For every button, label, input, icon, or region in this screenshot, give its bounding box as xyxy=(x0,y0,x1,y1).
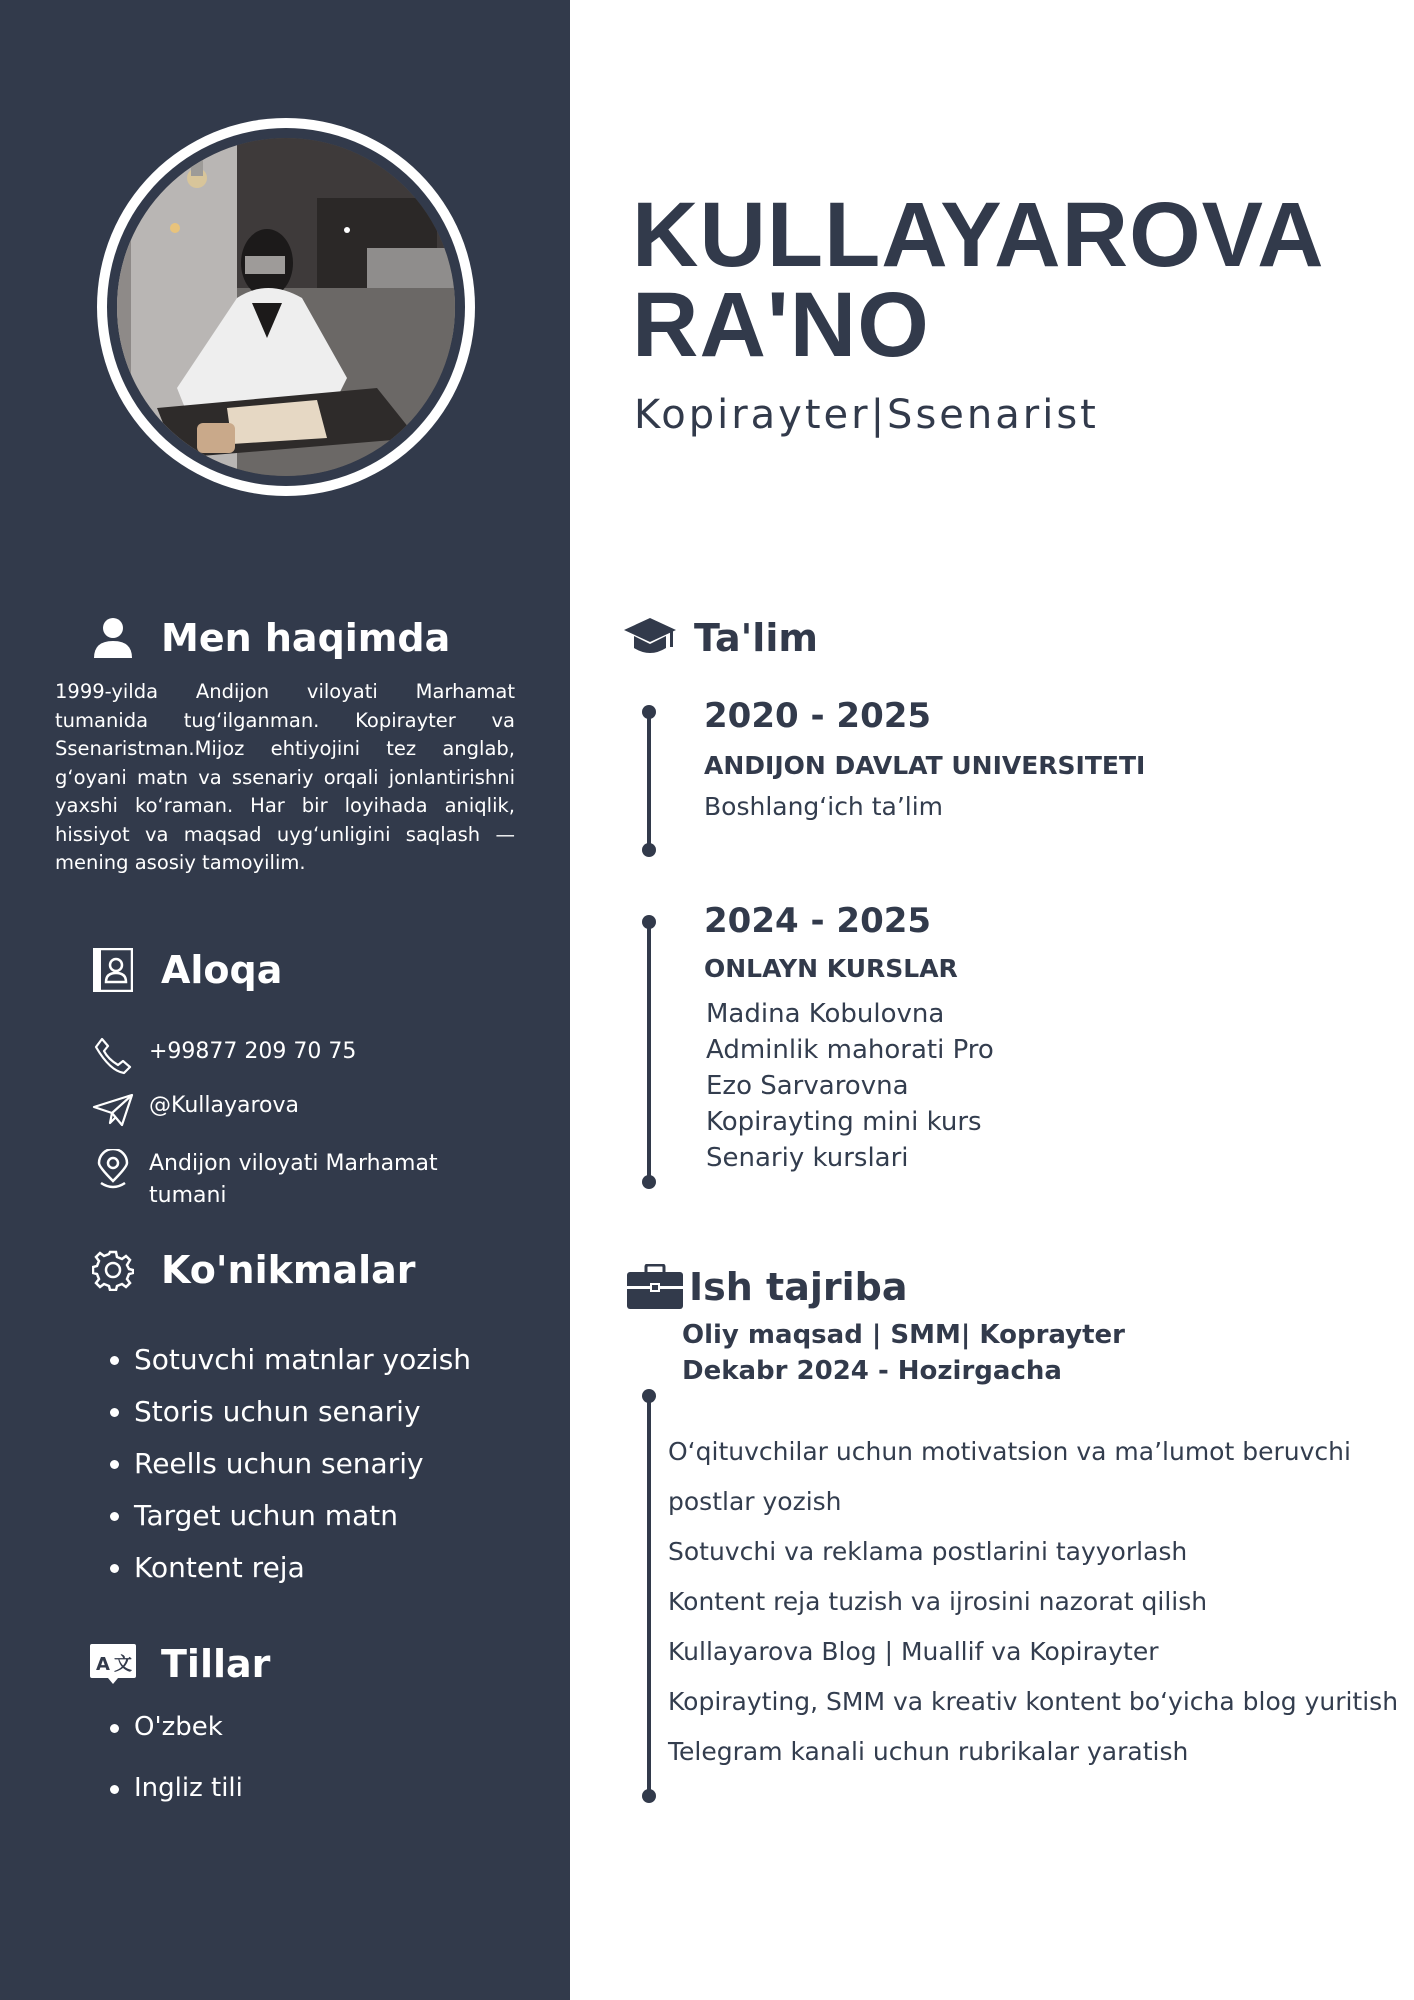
languages-heading xyxy=(85,1636,270,1692)
name-line-1: KULLAYAROVA xyxy=(632,184,1325,286)
education-years: 2020 - 2025 xyxy=(704,696,932,736)
languages-title: Tillar xyxy=(161,1642,271,1686)
contact-title: Aloqa xyxy=(161,948,283,992)
course-item: Ezo Sarvarovna xyxy=(706,1071,909,1101)
skill-item: Kontent reja xyxy=(110,1542,471,1594)
education-institution: ANDIJON DAVLAT UNIVERSITETI xyxy=(704,751,1146,780)
contact-book-icon xyxy=(85,942,141,998)
duty-item: O‘qituvchilar uchun motivatsion va ma’lumot beruvchi postlar yozish xyxy=(668,1437,1351,1516)
duty-item: Kullayarova Blog | Muallif va Kopirayter xyxy=(668,1637,1159,1666)
duty-item: Sotuvchi va reklama postlarini tayyorlash xyxy=(668,1537,1188,1566)
contact-phone-row[interactable] xyxy=(85,1036,479,1076)
contact-telegram[interactable]: @Kullayarova xyxy=(149,1093,300,1118)
language-item: O'zbek xyxy=(110,1697,243,1758)
skills-heading xyxy=(85,1242,416,1298)
name-line-2: RA'NO xyxy=(632,274,930,376)
experience-position: Oliy maqsad | SMM| Koprayter xyxy=(682,1320,1125,1350)
user-icon xyxy=(85,610,141,666)
course-item: Adminlik mahorati Pro xyxy=(706,1035,994,1065)
phone-icon xyxy=(85,1036,141,1076)
timeline-dot xyxy=(642,1389,656,1403)
full-name xyxy=(632,184,1372,376)
course-item: Madina Kobulovna xyxy=(706,999,945,1029)
education-timeline-1 xyxy=(647,712,651,850)
experience-heading xyxy=(625,1262,907,1312)
duty-item: Kopirayting, SMM va kreativ kontent bo‘yicha blog yuritish xyxy=(668,1687,1399,1716)
timeline-dot xyxy=(642,915,656,929)
timeline-dot xyxy=(642,1175,656,1189)
svg-text:A: A xyxy=(96,1654,110,1675)
briefcase-icon xyxy=(625,1262,685,1312)
education-timeline-2 xyxy=(647,922,651,1182)
contact-phone[interactable]: +99877 209 70 75 xyxy=(149,1039,357,1064)
skill-item: Sotuvchi matnlar yozish xyxy=(110,1334,471,1386)
graduation-cap-icon xyxy=(622,610,678,666)
skill-item: Reells uchun senariy xyxy=(110,1438,471,1490)
sidebar xyxy=(0,0,570,2000)
translate-icon xyxy=(85,1636,141,1692)
education-years: 2024 - 2025 xyxy=(704,901,932,941)
contact-address-row xyxy=(85,1148,479,1212)
about-title: Men haqimda xyxy=(161,616,451,660)
svg-text:文: 文 xyxy=(114,1654,132,1675)
education-title: Ta'lim xyxy=(694,616,818,660)
skills-title: Ko'nikmalar xyxy=(161,1248,416,1292)
contact-heading xyxy=(85,942,282,998)
course-list xyxy=(706,996,994,1176)
education-heading xyxy=(622,610,818,666)
timeline-dot xyxy=(642,843,656,857)
education-detail: Boshlang‘ich ta’lim xyxy=(704,792,944,821)
about-heading xyxy=(85,610,450,666)
job-title: Kopirayter|Ssenarist xyxy=(634,392,1099,438)
skill-item: Storis uchun senariy xyxy=(110,1386,471,1438)
language-item: Ingliz tili xyxy=(110,1758,243,1819)
education-institution: ONLAYN KURSLAR xyxy=(704,954,958,983)
course-item: Kopirayting mini kurs xyxy=(706,1107,982,1137)
duty-item: Kontent reja tuzish va ijrosini nazorat qilish xyxy=(668,1587,1208,1616)
about-text: 1999-yilda Andijon viloyati Marhamat tumanida tug‘ilganman. Kopirayter va Ssenaristman.Mijoz ehtiyojini tez anglab, g‘oyani matn va ssenariy orqali jonlantirishni yaxshi ko‘raman. Har bir loyihada aniqlik, hissiyot va maqsad uyg‘unligini saqlash — mening asosiy tamoyilim. xyxy=(55,680,515,874)
profile-photo-frame xyxy=(97,118,475,496)
timeline-dot xyxy=(642,705,656,719)
experience-title: Ish tajriba xyxy=(689,1265,908,1309)
skill-item: Target uchun matn xyxy=(110,1490,471,1542)
skills-list xyxy=(110,1334,471,1594)
profile-photo xyxy=(107,128,465,486)
experience-timeline xyxy=(647,1396,651,1796)
timeline-dot xyxy=(642,1789,656,1803)
experience-duties xyxy=(668,1427,1408,1777)
contact-telegram-row[interactable] xyxy=(85,1090,479,1130)
contact-address: Andijon viloyati Marhamat tumani xyxy=(149,1151,438,1208)
location-pin-icon xyxy=(85,1148,141,1192)
course-item: Senariy kurslari xyxy=(706,1143,909,1173)
duty-item: Telegram kanali uchun rubrikalar yaratish xyxy=(668,1737,1189,1766)
languages-list xyxy=(110,1697,243,1819)
experience-period: Dekabr 2024 - Hozirgacha xyxy=(682,1356,1062,1386)
gear-icon xyxy=(85,1242,141,1298)
profile-photo-image xyxy=(117,138,455,476)
telegram-icon xyxy=(85,1090,141,1130)
